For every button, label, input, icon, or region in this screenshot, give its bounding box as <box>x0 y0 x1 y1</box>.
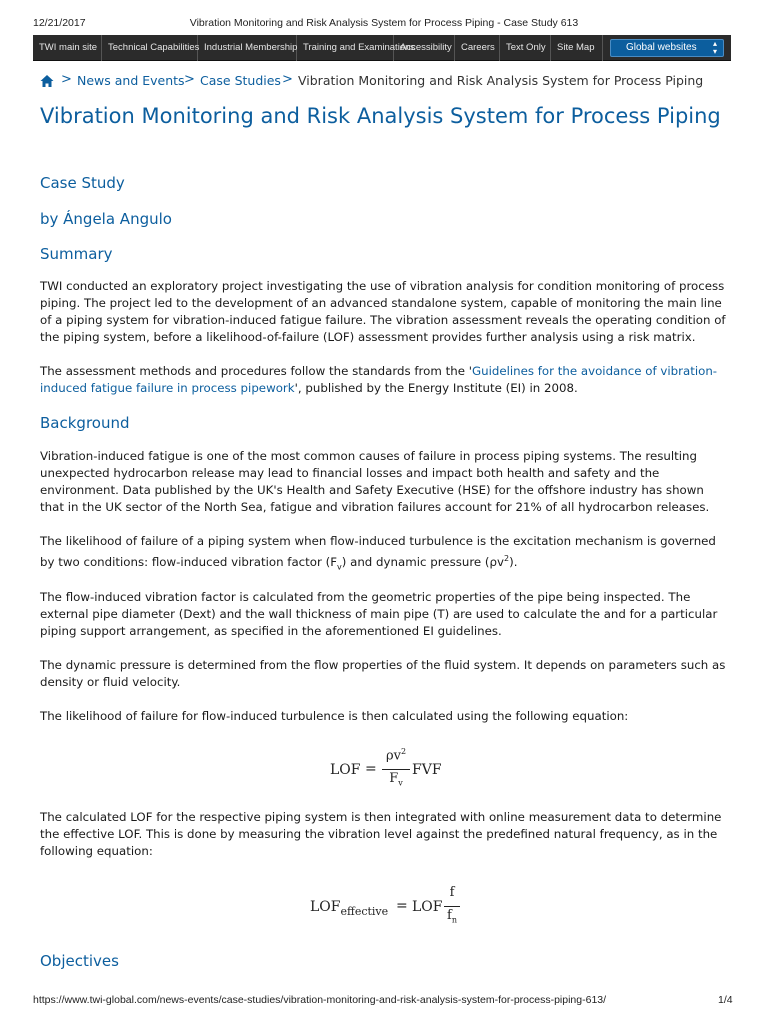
global-websites-label: Global websites <box>626 42 697 53</box>
breadcrumb-news-and-events[interactable]: News and Events <box>77 73 185 88</box>
article-author: by Ángela Angulo <box>40 210 172 228</box>
print-date: 12/21/2017 <box>33 17 86 29</box>
breadcrumb-case-studies[interactable]: Case Studies <box>200 73 281 88</box>
article-type: Case Study <box>40 174 125 192</box>
ei-guidelines-link[interactable]: Guidelines for the avoidance of vibration-induced fatigue failure in process pipework <box>40 364 718 395</box>
print-url: https://www.twi-global.com/news-events/case-studies/vibration-monitoring-and-risk-analysis-system-for-process-piping-613/ <box>33 994 607 1006</box>
summary-paragraph-1: TWI conducted an exploratory project investigating the use of vibration analysis for condition monitoring of process piping. The project led to the development of an advanced standalone system, capable of monitoring the main line of a piping system for vibration-induced fatigue failure. The vibration assessment reveals the operating condition of the piping system, before a likelihood-of-failure (LOF) assessment provides further analysis using a risk matrix. <box>40 279 726 344</box>
breadcrumb-separator: > <box>61 72 72 87</box>
home-icon[interactable] <box>40 74 54 88</box>
background-heading: Background <box>40 414 130 432</box>
background-paragraph-3: The flow-induced vibration factor is calculated from the geometric properties of the pipe being inspected. The external pipe diameter (Dext) and the wall thickness of main pipe (T) are used to calculate the and for a particular piping support arrangement, as specified in the aforementioned EI guidelines. <box>40 590 718 638</box>
background-paragraph-2: The likelihood of failure of a piping system when flow-induced turbulence is the excitation mechanism is governed by two conditions: flow-induced vibration factor $(F_v)$ and dynamic pressure $(\rho v^2)$. <box>40 534 716 572</box>
nav-training-and-examinations[interactable]: Training and Examinations <box>297 35 394 61</box>
breadcrumb-separator: > <box>184 72 195 87</box>
background-paragraph-5: The likelihood of failure for flow-induced turbulence is then calculated using the following equation: <box>40 709 629 723</box>
background-paragraph-4: The dynamic pressure is determined from the flow properties of the fluid system. It depends on parameters such as density or fluid velocity. <box>40 658 726 689</box>
background-paragraph-6: The calculated LOF for the respective piping system is then integrated with online measurement data to determine the effective LOF. This is done by measuring the vibration level against the predefined natural frequency, as in the following equation: <box>40 810 722 858</box>
up-down-arrows-icon: ▴ ▾ <box>712 39 717 56</box>
breadcrumb-current-page: Vibration Monitoring and Risk Analysis System for Process Piping <box>298 73 704 88</box>
page-title: Vibration Monitoring and Risk Analysis System for Process Piping <box>40 104 721 128</box>
nav-technical-capabilities[interactable]: Technical Capabilities <box>102 35 198 61</box>
lof-equation: LOF = $\rho v^2$ $F_v$ FVF <box>330 747 442 788</box>
nav-text-only[interactable]: Text Only <box>500 35 551 61</box>
top-navigation-bar <box>33 35 731 61</box>
summary-heading: Summary <box>40 245 113 263</box>
nav-site-map[interactable]: Site Map <box>551 35 603 61</box>
nav-twi-main-site[interactable]: TWI main site <box>33 35 102 61</box>
background-paragraph-1: Vibration-induced fatigue is one of the most common causes of failure in process piping systems. The resulting unexpected hydrocarbon release may lead to financial losses and impact both health and safety and the environment. Data published by the UK's Health and Safety Executive (HSE) for the offshore industry has shown that in the UK sector of the North Sea, fatigue and vibration failures account for 21% of all hydrocarbon releases. <box>40 449 710 514</box>
print-header <box>0 17 768 31</box>
global-websites-select[interactable] <box>610 39 724 57</box>
summary-paragraph-2: The assessment methods and procedures follow the standards from the 'Guidelines for the avoidance of vibration-induced fatigue failure in process pipework', published by the Energy Institute (EI) in 2008. <box>40 364 718 395</box>
print-page-number: 1/4 <box>718 994 733 1006</box>
nav-accessibility[interactable]: Accessibility <box>394 35 455 61</box>
print-title: Vibration Monitoring and Risk Analysis System for Process Piping - Case Study 613 <box>189 17 579 29</box>
nav-careers[interactable]: Careers <box>455 35 500 61</box>
breadcrumb-separator: > <box>282 72 293 87</box>
print-footer <box>0 994 768 1008</box>
lof-effective-equation: $LOF_{effective}$ = LOF f $f_n$ <box>310 884 470 930</box>
objectives-heading: Objectives <box>40 952 119 970</box>
nav-industrial-membership[interactable]: Industrial Membership <box>198 35 297 61</box>
